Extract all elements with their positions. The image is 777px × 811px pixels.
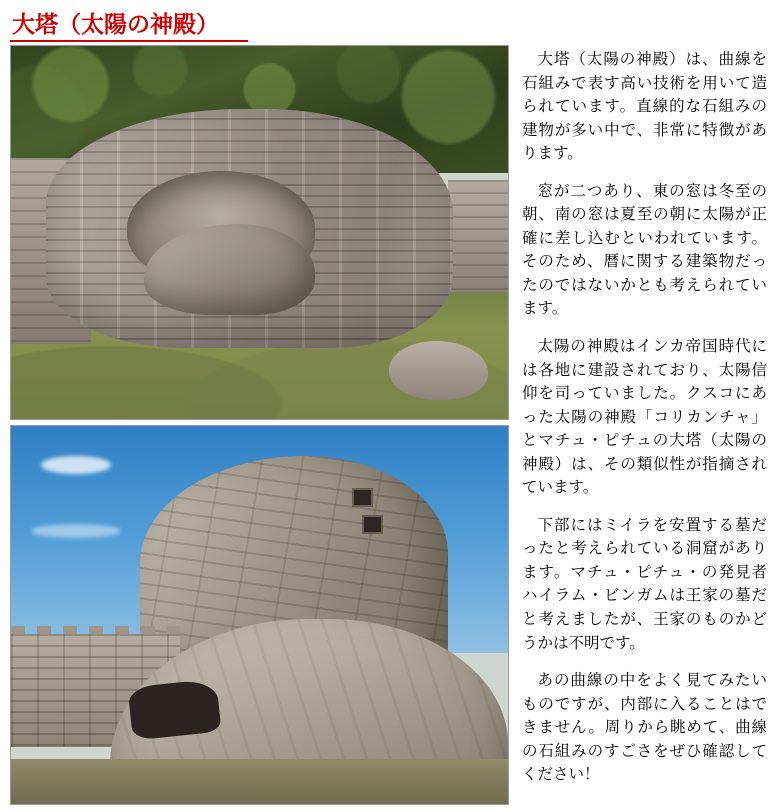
cave-opening	[128, 679, 222, 741]
article-paragraph: 窓が二つあり、東の窓は冬至の朝、南の窓は夏至の朝に太陽が正確に差し込むといわれています。そのため、暦に関する建築物だったのではないかとも考えられています。	[522, 182, 767, 318]
article-paragraph: 下部にはミイラを安置する墓だったと考えられている洞窟があります。マチュ・ピチュ・の発見者ハイラム・ビンガムは王家の墓だと考えましたが、王家のものかどうかは不明です。	[522, 516, 767, 652]
photo-top	[10, 45, 509, 420]
curved-temple-wall	[46, 109, 454, 348]
photo-bottom-image	[11, 426, 508, 804]
photo-top-image	[11, 46, 508, 419]
article-paragraph: あの曲線の中をよく見てみたいものですが、内部に入ることはできません。周りから眺めて、曲線の石組みのすごさをぜひ確認してください！	[522, 672, 767, 784]
temple-window	[354, 490, 371, 505]
article-paragraph: 大塔（太陽の神殿）は、曲線を石組みで表す高い技術を用いて造られています。直線的な石組みの建物が多い中で、非常に特徴があります。	[522, 51, 767, 163]
ground-region	[11, 759, 508, 804]
temple-window	[364, 517, 381, 532]
page-title: 大塔（太陽の神殿）	[12, 11, 219, 37]
stone-wall-right	[448, 180, 508, 292]
article-paragraph: 太陽の神殿はインカ帝国時代には各地に建設されており、太陽信仰を司っていました。クスコにあった太陽の神殿「コリカンチャ」とマチュ・ピチュの大塔（太陽の神殿）は、その類似性が指摘されています。	[522, 338, 767, 497]
photo-bottom	[10, 425, 509, 805]
foreground-rock	[389, 341, 488, 401]
title-underline	[10, 40, 248, 42]
article-text	[522, 48, 767, 787]
